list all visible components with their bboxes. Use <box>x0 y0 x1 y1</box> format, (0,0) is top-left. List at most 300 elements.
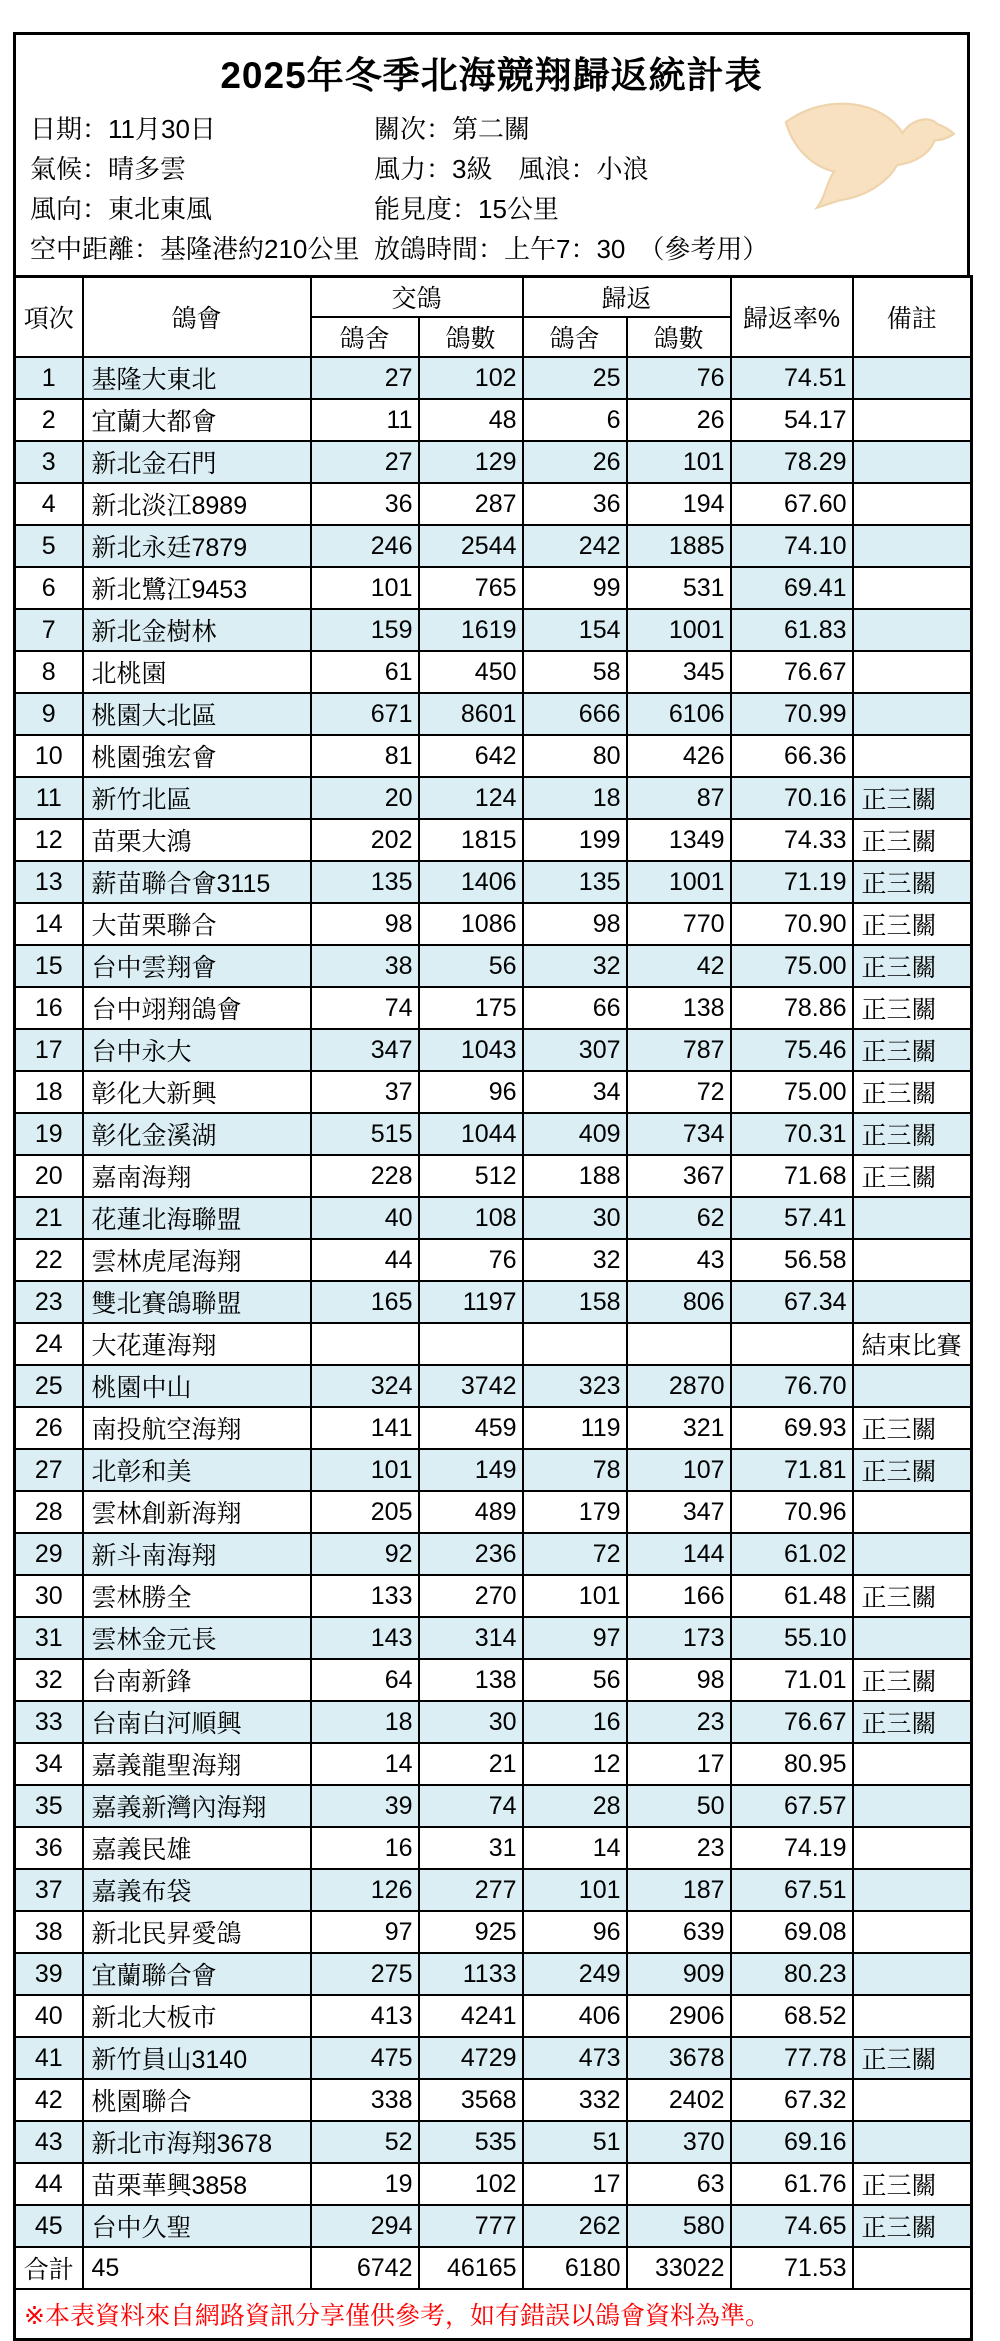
row-no: 1 <box>15 357 83 399</box>
col-return-lofts: 鴿舍 <box>523 317 627 357</box>
ret-birds: 42 <box>627 945 731 987</box>
return-rate: 66.36 <box>731 735 853 777</box>
sent-birds: 459 <box>419 1407 523 1449</box>
row-no: 7 <box>15 609 83 651</box>
remark <box>853 1785 972 1827</box>
sent-lofts: 143 <box>311 1617 419 1659</box>
return-rate: 74.51 <box>731 357 853 399</box>
row-no: 21 <box>15 1197 83 1239</box>
remark <box>853 441 972 483</box>
sent-lofts: 347 <box>311 1029 419 1071</box>
remark <box>853 1365 972 1407</box>
club-name: 花蓮北海聯盟 <box>83 1197 311 1239</box>
info-release-time: 放鴿時間：上午7：30 （參考用） <box>374 234 769 264</box>
remark <box>853 609 972 651</box>
club-name: 雲林虎尾海翔 <box>83 1239 311 1281</box>
ret-lofts: 14 <box>523 1827 627 1869</box>
ret-birds: 26 <box>627 399 731 441</box>
remark: 正三關 <box>853 1029 972 1071</box>
sent-birds: 1197 <box>419 1281 523 1323</box>
return-rate: 74.65 <box>731 2205 853 2247</box>
ret-lofts: 135 <box>523 861 627 903</box>
return-rate: 67.34 <box>731 1281 853 1323</box>
row-no: 24 <box>15 1323 83 1365</box>
club-name: 台中永大 <box>83 1029 311 1071</box>
sent-lofts: 413 <box>311 1995 419 2037</box>
table-row <box>15 1659 972 1701</box>
sent-lofts: 324 <box>311 1365 419 1407</box>
row-no: 23 <box>15 1281 83 1323</box>
return-rate: 61.83 <box>731 609 853 651</box>
sent-lofts: 165 <box>311 1281 419 1323</box>
sent-lofts: 228 <box>311 1155 419 1197</box>
ret-lofts: 78 <box>523 1449 627 1491</box>
ret-birds: 23 <box>627 1827 731 1869</box>
club-name: 新北鷺江9453 <box>83 567 311 609</box>
ret-lofts: 96 <box>523 1911 627 1953</box>
sent-lofts: 101 <box>311 1449 419 1491</box>
club-name: 桃園中山 <box>83 1365 311 1407</box>
col-item-no: 項次 <box>15 277 83 358</box>
remark: 正三關 <box>853 861 972 903</box>
row-no: 16 <box>15 987 83 1029</box>
ret-lofts: 154 <box>523 609 627 651</box>
sent-birds: 4729 <box>419 2037 523 2079</box>
ret-lofts: 98 <box>523 903 627 945</box>
sent-birds: 3568 <box>419 2079 523 2121</box>
sent-lofts: 61 <box>311 651 419 693</box>
sent-birds: 129 <box>419 441 523 483</box>
ret-lofts: 17 <box>523 2163 627 2205</box>
row-no: 25 <box>15 1365 83 1407</box>
sent-lofts: 20 <box>311 777 419 819</box>
sent-birds: 1043 <box>419 1029 523 1071</box>
row-no: 2 <box>15 399 83 441</box>
ret-birds: 370 <box>627 2121 731 2163</box>
ret-lofts: 473 <box>523 2037 627 2079</box>
return-rate: 74.10 <box>731 525 853 567</box>
ret-lofts: 36 <box>523 483 627 525</box>
club-name: 大花蓮海翔 <box>83 1323 311 1365</box>
ret-birds: 187 <box>627 1869 731 1911</box>
sent-lofts: 275 <box>311 1953 419 1995</box>
return-rate: 54.17 <box>731 399 853 441</box>
remark <box>853 1281 972 1323</box>
return-rate: 67.60 <box>731 483 853 525</box>
remark <box>853 2121 972 2163</box>
remark <box>853 1911 972 1953</box>
remark: 正三關 <box>853 2205 972 2247</box>
club-name: 新北大板市 <box>83 1995 311 2037</box>
sent-lofts: 40 <box>311 1197 419 1239</box>
sent-birds: 450 <box>419 651 523 693</box>
sent-birds: 277 <box>419 1869 523 1911</box>
club-rows <box>15 357 972 2247</box>
remark <box>853 483 972 525</box>
statistics-sheet <box>13 32 970 2341</box>
row-no: 41 <box>15 2037 83 2079</box>
sent-birds: 48 <box>419 399 523 441</box>
remark <box>853 1827 972 1869</box>
row-no: 13 <box>15 861 83 903</box>
total-club-count: 45 <box>83 2247 311 2289</box>
sent-lofts: 294 <box>311 2205 419 2247</box>
return-rate: 69.08 <box>731 1911 853 1953</box>
ret-lofts: 409 <box>523 1113 627 1155</box>
row-no: 9 <box>15 693 83 735</box>
row-no: 44 <box>15 2163 83 2205</box>
sent-lofts <box>311 1323 419 1365</box>
sent-birds: 642 <box>419 735 523 777</box>
sent-lofts: 18 <box>311 1701 419 1743</box>
ret-birds: 426 <box>627 735 731 777</box>
ret-lofts: 307 <box>523 1029 627 1071</box>
remark: 正三關 <box>853 1449 972 1491</box>
table-row <box>15 567 972 609</box>
ret-birds: 72 <box>627 1071 731 1113</box>
row-no: 38 <box>15 1911 83 1953</box>
sent-birds: 56 <box>419 945 523 987</box>
return-rate: 78.86 <box>731 987 853 1029</box>
ret-birds: 367 <box>627 1155 731 1197</box>
sent-lofts: 11 <box>311 399 419 441</box>
table-row <box>15 1575 972 1617</box>
info-stage: 關次：第二關 <box>374 114 531 144</box>
table-row <box>15 399 972 441</box>
sent-lofts: 27 <box>311 357 419 399</box>
return-rate: 76.67 <box>731 651 853 693</box>
ret-birds: 144 <box>627 1533 731 1575</box>
club-name: 新北市海翔3678 <box>83 2121 311 2163</box>
remark <box>853 1995 972 2037</box>
table-row <box>15 1701 972 1743</box>
club-name: 基隆大東北 <box>83 357 311 399</box>
return-rate: 61.76 <box>731 2163 853 2205</box>
sent-birds: 4241 <box>419 1995 523 2037</box>
sent-birds: 3742 <box>419 1365 523 1407</box>
club-name: 雲林金元長 <box>83 1617 311 1659</box>
club-name: 新斗南海翔 <box>83 1533 311 1575</box>
return-rate: 69.41 <box>731 567 853 609</box>
row-no: 39 <box>15 1953 83 1995</box>
row-no: 26 <box>15 1407 83 1449</box>
club-name: 大苗栗聯合 <box>83 903 311 945</box>
return-rate: 67.51 <box>731 1869 853 1911</box>
return-rate: 80.95 <box>731 1743 853 1785</box>
ret-birds: 63 <box>627 2163 731 2205</box>
sent-birds <box>419 1323 523 1365</box>
table-row <box>15 1197 972 1239</box>
sent-lofts: 126 <box>311 1869 419 1911</box>
remark: 正三關 <box>853 1701 972 1743</box>
club-name: 嘉義布袋 <box>83 1869 311 1911</box>
return-rate: 80.23 <box>731 1953 853 1995</box>
ret-birds: 806 <box>627 1281 731 1323</box>
return-rate: 70.16 <box>731 777 853 819</box>
row-no: 40 <box>15 1995 83 2037</box>
ret-lofts: 666 <box>523 693 627 735</box>
ret-birds: 194 <box>627 483 731 525</box>
ret-birds: 2906 <box>627 1995 731 2037</box>
ret-birds: 101 <box>627 441 731 483</box>
club-name: 嘉南海翔 <box>83 1155 311 1197</box>
remark <box>853 1617 972 1659</box>
ret-birds: 98 <box>627 1659 731 1701</box>
row-no: 8 <box>15 651 83 693</box>
sent-lofts: 14 <box>311 1743 419 1785</box>
club-name: 嘉義龍聖海翔 <box>83 1743 311 1785</box>
row-no: 3 <box>15 441 83 483</box>
sent-lofts: 81 <box>311 735 419 777</box>
ret-lofts: 101 <box>523 1575 627 1617</box>
row-no: 10 <box>15 735 83 777</box>
ret-birds: 173 <box>627 1617 731 1659</box>
info-distance: 空中距離：基隆港約210公里 <box>30 234 360 264</box>
table-row <box>15 1617 972 1659</box>
sent-birds: 535 <box>419 2121 523 2163</box>
club-name: 台南新鋒 <box>83 1659 311 1701</box>
sent-birds: 149 <box>419 1449 523 1491</box>
col-club: 鴿會 <box>83 277 311 358</box>
total-ret-lofts: 6180 <box>523 2247 627 2289</box>
sent-lofts: 16 <box>311 1827 419 1869</box>
row-no: 19 <box>15 1113 83 1155</box>
sent-lofts: 39 <box>311 1785 419 1827</box>
ret-birds: 1001 <box>627 609 731 651</box>
ret-birds: 734 <box>627 1113 731 1155</box>
table-row <box>15 1491 972 1533</box>
club-name: 嘉義民雄 <box>83 1827 311 1869</box>
table-row <box>15 1407 972 1449</box>
remark: 正三關 <box>853 1659 972 1701</box>
return-rate: 74.19 <box>731 1827 853 1869</box>
sent-lofts: 64 <box>311 1659 419 1701</box>
ret-lofts: 242 <box>523 525 627 567</box>
remark <box>853 1533 972 1575</box>
total-row <box>15 2247 972 2289</box>
sent-birds: 108 <box>419 1197 523 1239</box>
stats-table <box>13 275 973 2341</box>
ret-lofts: 58 <box>523 651 627 693</box>
ret-lofts: 406 <box>523 1995 627 2037</box>
table-row <box>15 903 972 945</box>
row-no: 30 <box>15 1575 83 1617</box>
ret-lofts: 72 <box>523 1533 627 1575</box>
club-name: 雲林勝全 <box>83 1575 311 1617</box>
ret-birds: 580 <box>627 2205 731 2247</box>
sent-birds: 1086 <box>419 903 523 945</box>
row-no: 35 <box>15 1785 83 1827</box>
sent-birds: 236 <box>419 1533 523 1575</box>
sent-lofts: 205 <box>311 1491 419 1533</box>
ret-lofts: 119 <box>523 1407 627 1449</box>
remark <box>853 525 972 567</box>
return-rate: 69.93 <box>731 1407 853 1449</box>
table-row <box>15 1281 972 1323</box>
row-no: 18 <box>15 1071 83 1113</box>
sent-birds: 1619 <box>419 609 523 651</box>
remark <box>853 735 972 777</box>
ret-birds: 166 <box>627 1575 731 1617</box>
table-header <box>15 277 972 358</box>
club-name: 雙北賽鴿聯盟 <box>83 1281 311 1323</box>
ret-birds: 6106 <box>627 693 731 735</box>
ret-birds: 50 <box>627 1785 731 1827</box>
remark <box>853 693 972 735</box>
sent-lofts: 133 <box>311 1575 419 1617</box>
footer-note-row <box>15 2289 972 2340</box>
ret-birds: 107 <box>627 1449 731 1491</box>
return-rate: 78.29 <box>731 441 853 483</box>
remark: 正三關 <box>853 1407 972 1449</box>
sent-lofts: 36 <box>311 483 419 525</box>
ret-lofts: 179 <box>523 1491 627 1533</box>
ret-birds: 87 <box>627 777 731 819</box>
club-name: 北桃園 <box>83 651 311 693</box>
ret-birds: 3678 <box>627 2037 731 2079</box>
club-name: 薪苗聯合會3115 <box>83 861 311 903</box>
ret-birds: 787 <box>627 1029 731 1071</box>
sent-lofts: 98 <box>311 903 419 945</box>
table-row <box>15 2121 972 2163</box>
return-rate: 75.00 <box>731 1071 853 1113</box>
sent-lofts: 44 <box>311 1239 419 1281</box>
row-no: 45 <box>15 2205 83 2247</box>
info-visibility: 能見度：15公里 <box>374 194 559 224</box>
ret-lofts: 262 <box>523 2205 627 2247</box>
col-return-group: 歸返 <box>523 277 731 318</box>
ret-lofts: 32 <box>523 945 627 987</box>
row-no: 27 <box>15 1449 83 1491</box>
return-rate: 70.96 <box>731 1491 853 1533</box>
table-row <box>15 777 972 819</box>
ret-lofts: 80 <box>523 735 627 777</box>
page-title: 2025年冬季北海競翔歸返統計表 <box>220 55 763 96</box>
table-row <box>15 1953 972 1995</box>
summary-section <box>15 2247 972 2340</box>
table-row <box>15 1155 972 1197</box>
row-no: 17 <box>15 1029 83 1071</box>
club-name: 桃園強宏會 <box>83 735 311 777</box>
remark: 正三關 <box>853 1071 972 1113</box>
ret-lofts: 332 <box>523 2079 627 2121</box>
return-rate: 70.31 <box>731 1113 853 1155</box>
ret-lofts: 66 <box>523 987 627 1029</box>
ret-birds: 770 <box>627 903 731 945</box>
table-row <box>15 483 972 525</box>
row-no: 36 <box>15 1827 83 1869</box>
sent-birds: 314 <box>419 1617 523 1659</box>
sent-lofts: 74 <box>311 987 419 1029</box>
sent-birds: 21 <box>419 1743 523 1785</box>
total-ret-birds: 33022 <box>627 2247 731 2289</box>
sent-birds: 30 <box>419 1701 523 1743</box>
sent-birds: 96 <box>419 1071 523 1113</box>
table-row <box>15 1071 972 1113</box>
table-row <box>15 1869 972 1911</box>
table-row <box>15 1029 972 1071</box>
return-rate: 67.32 <box>731 2079 853 2121</box>
sent-lofts: 97 <box>311 1911 419 1953</box>
ret-lofts: 101 <box>523 1869 627 1911</box>
sent-birds: 102 <box>419 357 523 399</box>
ret-lofts: 16 <box>523 1701 627 1743</box>
club-name: 新竹員山3140 <box>83 2037 311 2079</box>
sent-lofts: 101 <box>311 567 419 609</box>
table-row <box>15 987 972 1029</box>
return-rate <box>731 1323 853 1365</box>
return-rate: 61.02 <box>731 1533 853 1575</box>
return-rate: 61.48 <box>731 1575 853 1617</box>
ret-birds <box>627 1323 731 1365</box>
table-row <box>15 2037 972 2079</box>
table-row <box>15 1113 972 1155</box>
ret-lofts: 26 <box>523 441 627 483</box>
sent-birds: 512 <box>419 1155 523 1197</box>
sent-birds: 1406 <box>419 861 523 903</box>
remark <box>853 2079 972 2121</box>
row-no: 33 <box>15 1701 83 1743</box>
sent-lofts: 135 <box>311 861 419 903</box>
sent-lofts: 141 <box>311 1407 419 1449</box>
sent-lofts: 338 <box>311 2079 419 2121</box>
ret-lofts: 158 <box>523 1281 627 1323</box>
table-row <box>15 1533 972 1575</box>
sent-lofts: 475 <box>311 2037 419 2079</box>
ret-birds: 909 <box>627 1953 731 1995</box>
return-rate: 76.70 <box>731 1365 853 1407</box>
ret-birds: 321 <box>627 1407 731 1449</box>
col-sent-group: 交鴿 <box>311 277 523 318</box>
total-remark <box>853 2247 972 2289</box>
table-row <box>15 2163 972 2205</box>
club-name: 雲林創新海翔 <box>83 1491 311 1533</box>
sent-lofts: 27 <box>311 441 419 483</box>
ret-birds: 43 <box>627 1239 731 1281</box>
row-no: 20 <box>15 1155 83 1197</box>
info-date: 日期：11月30日 <box>30 114 216 144</box>
sent-lofts: 246 <box>311 525 419 567</box>
ret-lofts: 97 <box>523 1617 627 1659</box>
sent-birds: 1044 <box>419 1113 523 1155</box>
ret-lofts: 32 <box>523 1239 627 1281</box>
club-name: 台中翊翔鴿會 <box>83 987 311 1029</box>
col-return-birds: 鴿數 <box>627 317 731 357</box>
sent-lofts: 202 <box>311 819 419 861</box>
sent-lofts: 515 <box>311 1113 419 1155</box>
ret-birds: 345 <box>627 651 731 693</box>
row-no: 12 <box>15 819 83 861</box>
total-label: 合計 <box>15 2247 83 2289</box>
info-weather: 氣候：晴多雲 <box>30 154 187 184</box>
remark <box>853 357 972 399</box>
club-name: 南投航空海翔 <box>83 1407 311 1449</box>
ret-birds: 347 <box>627 1491 731 1533</box>
remark <box>853 567 972 609</box>
sent-birds: 925 <box>419 1911 523 1953</box>
row-no: 4 <box>15 483 83 525</box>
club-name: 嘉義新灣內海翔 <box>83 1785 311 1827</box>
return-rate: 67.57 <box>731 1785 853 1827</box>
table-row <box>15 945 972 987</box>
remark: 正三關 <box>853 945 972 987</box>
row-no: 32 <box>15 1659 83 1701</box>
club-name: 新北金石門 <box>83 441 311 483</box>
col-sent-birds: 鴿數 <box>419 317 523 357</box>
remark: 結束比賽 <box>853 1323 972 1365</box>
header-box <box>13 32 970 278</box>
col-sent-lofts: 鴿舍 <box>311 317 419 357</box>
